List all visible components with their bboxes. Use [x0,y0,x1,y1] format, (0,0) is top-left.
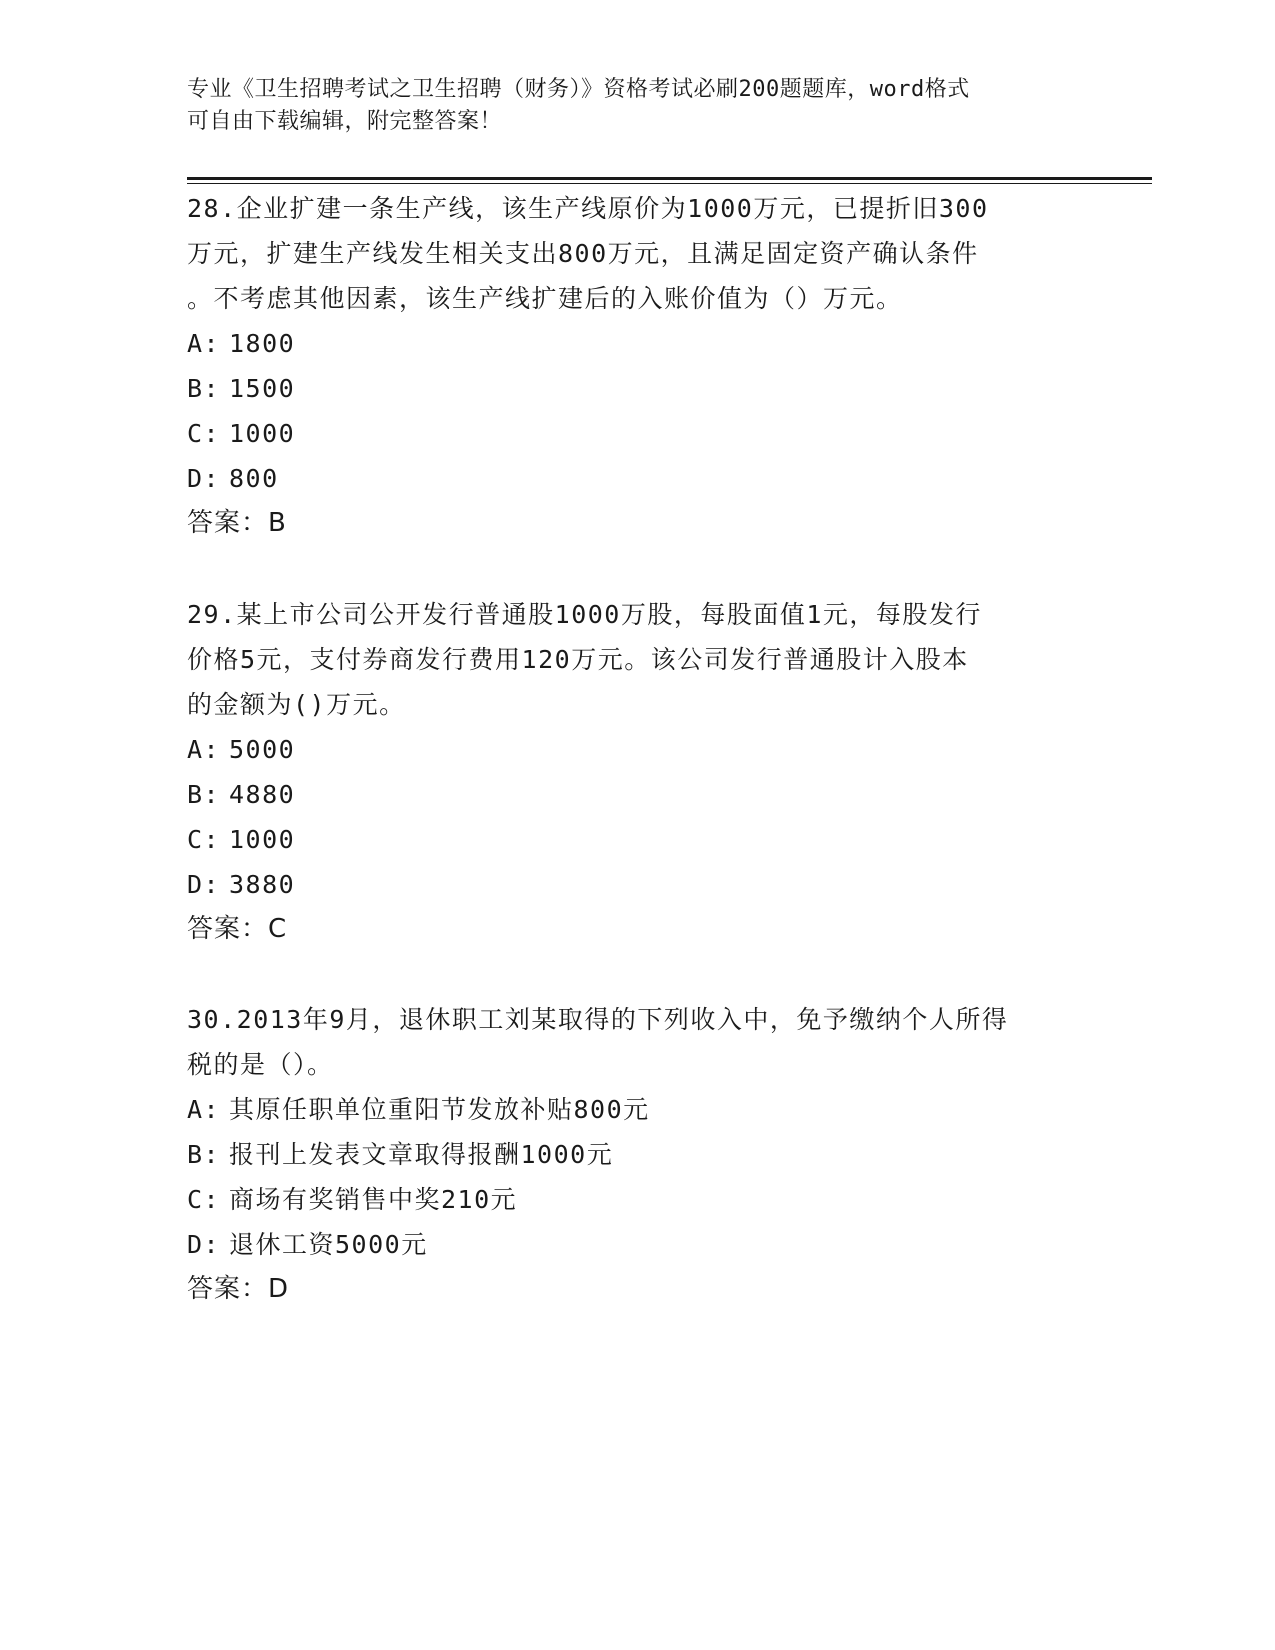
question-stem-line: 万元，扩建生产线发生相关支出800万元，且满足固定资产确认条件 [187,239,979,268]
header-line-1: 专业《卫生招聘考试之卫生招聘（财务）》资格考试必刷200题题库，word格式 [187,77,970,102]
option-d: D: 800 [187,464,279,493]
option-d: D: 3880 [187,870,296,899]
question-stem-line: 税的是（）。 [187,1050,334,1079]
answer-label: 答案：C [187,914,288,944]
option-d: D: 退休工资5000元 [187,1230,428,1259]
question-stem-line: 29.某上市公司公开发行普通股1000万股，每股面值1元，每股发行 [187,600,982,629]
question-stem-line: 的金额为()万元。 [187,690,406,719]
option-a: A: 其原任职单位重阳节发放补贴800元 [187,1095,650,1124]
question-stem-line: 28.企业扩建一条生产线，该生产线原价为1000万元，已提折旧300 [187,194,989,223]
option-a: A: 1800 [187,329,296,358]
option-c: C: 1000 [187,825,296,854]
option-c: C: 商场有奖销售中奖210元 [187,1185,518,1214]
question-stem-line: 价格5元，支付券商发行费用120万元。该公司发行普通股计入股本 [187,645,969,674]
answer-label: 答案：B [187,508,287,538]
question-stem-line: 30.2013年9月，退休职工刘某取得的下列收入中，免予缴纳个人所得 [187,1005,1009,1034]
header-line-2: 可自由下载编辑，附完整答案！ [187,109,503,134]
question-30 [187,997,1087,1312]
option-a: A: 5000 [187,735,296,764]
question-28 [187,186,1087,546]
option-b: B: 报刊上发表文章取得报酬1000元 [187,1140,614,1169]
question-29 [187,592,1087,952]
option-c: C: 1000 [187,419,296,448]
question-stem-line: 。不考虑其他因素，该生产线扩建后的入账价值为（）万元。 [187,284,903,313]
header-divider-thick [187,177,1152,180]
document-header [187,74,1087,138]
answer-label: 答案：D [187,1274,290,1304]
header-divider-thin [187,183,1152,184]
option-b: B: 4880 [187,780,296,809]
option-b: B: 1500 [187,374,296,403]
